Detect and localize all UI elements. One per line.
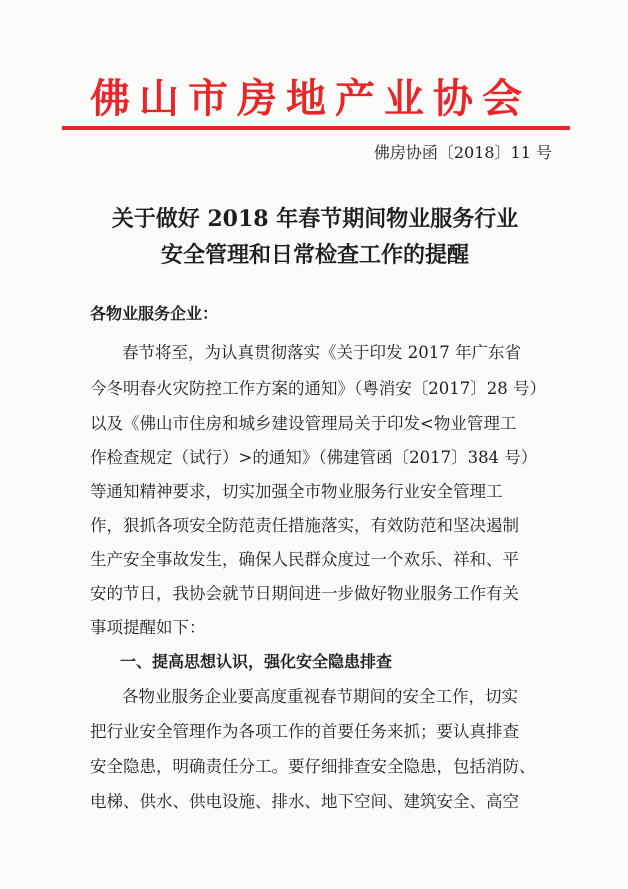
body-line: 安全隐患，明确责任分工。要仔细排查安全隐患，包括消防、 xyxy=(90,757,536,776)
body-line: 事项提醒如下： xyxy=(90,618,206,637)
section-heading-1: 一、提高思想认识，强化安全隐患排查 xyxy=(120,652,393,671)
masthead-title: 佛山市房地产业协会 xyxy=(90,76,531,122)
body-line: 等通知精神要求，切实加强全市物业服务行业安全管理工 xyxy=(90,482,503,501)
body-line: 各物业服务企业要高度重视春节期间的安全工作，切实 xyxy=(122,687,518,706)
body-line: 作检查规定（试行）>的通知》（佛建管函〔2017〕384 号） xyxy=(90,448,538,467)
body-line: 今冬明春火灾防控工作方案的通知》（粤消安〔2017〕28 号） xyxy=(90,379,546,398)
body-line: 生产安全事故发生，确保人民群众度过一个欢乐、祥和、平 xyxy=(90,550,519,569)
body-line: 安的节日，我协会就节日期间进一步做好物业服务工作有关 xyxy=(90,584,519,603)
body-line: 把行业安全管理作为各项工作的首要任务来抓；要认真排查 xyxy=(90,722,519,741)
body-line: 春节将至，为认真贯彻落实《关于印发 2017 年广东省 xyxy=(122,343,521,362)
masthead-red-rule xyxy=(62,126,570,130)
document-number: 佛房协函〔2018〕11 号 xyxy=(373,143,552,162)
document-title-line-2: 安全管理和日常检查工作的提醒 xyxy=(160,242,469,268)
body-line: 电梯、供水、供电设施、排水、地下空间、建筑安全、高空 xyxy=(90,792,519,811)
addressee: 各物业服务企业： xyxy=(90,304,219,323)
document-title-line-1: 关于做好 2018 年春节期间物业服务行业 xyxy=(111,206,519,232)
body-line: 以及《佛山市住房和城乡建设管理局关于印发<物业管理工 xyxy=(90,414,517,433)
body-line: 作，狠抓各项安全防范责任措施落实，有效防范和坚决遏制 xyxy=(90,516,519,535)
